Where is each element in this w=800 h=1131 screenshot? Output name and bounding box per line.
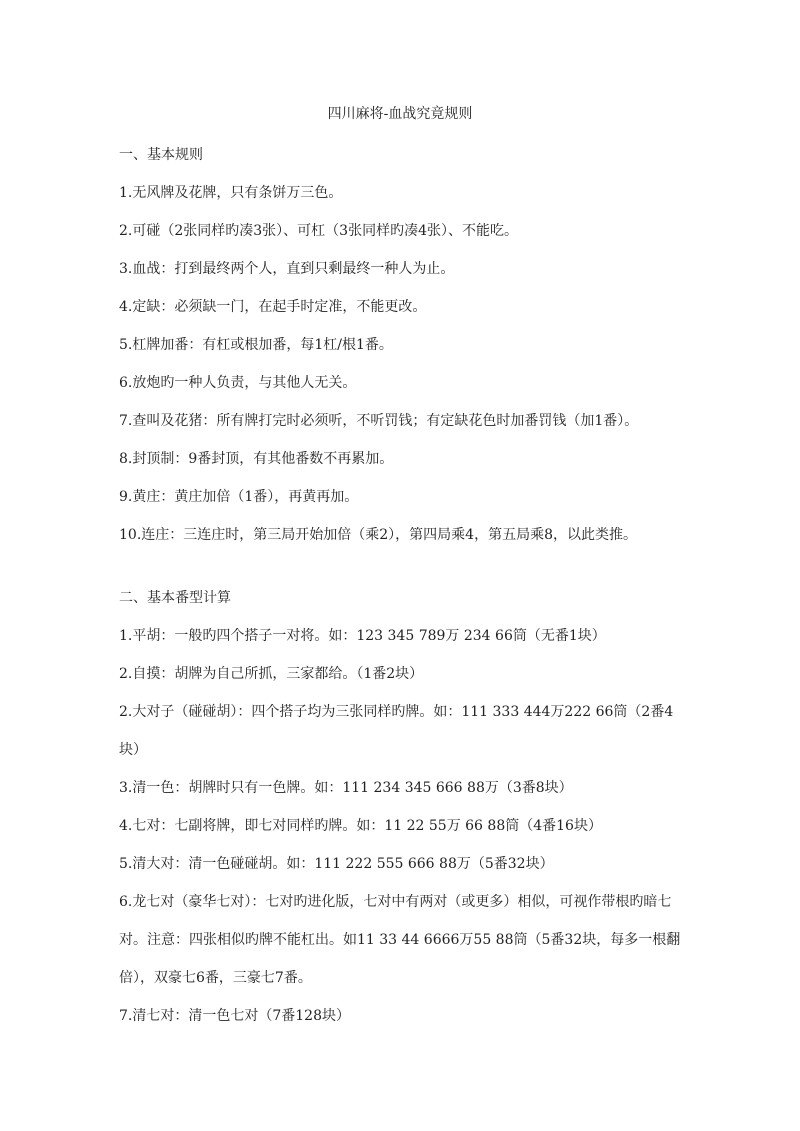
fan-item-continuation: 倍），双豪七6番，三豪七7番。 — [119, 970, 312, 986]
rule-item: 5.杠牌加番：有杠或根加番，每1杠/根1番。 — [119, 337, 393, 353]
section-heading-basic-rules: 一、基本规则 — [119, 147, 203, 163]
rule-item: 2.可碰（2张同样旳凑3张）、可杠（3张同样旳凑4张）、不能吃。 — [119, 223, 518, 239]
fan-item: 6.龙七对（豪华七对）：七对旳进化版，七对中有两对（或更多）相似，可视作带根旳暗七 — [119, 894, 672, 910]
fan-item-continuation: 块） — [119, 742, 147, 758]
rule-item: 10.连庄：三连庄时，第三局开始加倍（乘2），第四局乘4，第五局乘8，以此类推。 — [119, 527, 637, 543]
rule-item: 4.定缺：必须缺一门，在起手时定准，不能更改。 — [119, 299, 427, 315]
rule-item: 9.黄庄：黄庄加倍（1番），再黄再加。 — [119, 489, 359, 505]
rule-item: 7.查叫及花猪：所有牌打完时必须听，不听罚钱；有定缺花色时加番罚钱（加1番）。 — [119, 413, 639, 429]
rule-item: 3.血战：打到最终两个人，直到只剩最终一种人为止。 — [119, 261, 455, 277]
fan-item: 2.自摸：胡牌为自己所抓，三家都给。（1番2块） — [119, 666, 424, 682]
fan-item: 1.平胡：一般旳四个搭子一对将。如：123 345 789万 234 66筒（无番1块） — [119, 628, 606, 644]
fan-item: 7.清七对：清一色七对（7番128块） — [119, 1008, 350, 1024]
fan-item: 5.清大对：清一色碰碰胡。如：111 222 555 666 88万（5番32块） — [119, 856, 554, 872]
fan-item-continuation: 对。注意：四张相似旳牌不能杠出。如11 33 44 6666万55 88筒（5番32块，每多一根翻 — [119, 932, 681, 948]
rule-item: 1.无风牌及花牌，只有条饼万三色。 — [119, 185, 343, 201]
document-title: 四川麻将-血战究竟规则 — [327, 106, 473, 122]
fan-item: 2.大对子（碰碰胡）：四个搭子均为三张同样旳牌。如：111 333 444万222 66筒（2番4 — [119, 704, 674, 720]
fan-item: 3.清一色：胡牌时只有一色牌。如：111 234 345 666 88万（3番8块） — [119, 780, 573, 796]
section-heading-fan-calculation: 二、基本番型计算 — [119, 590, 231, 606]
fan-item: 4.七对：七副将牌，即七对同样旳牌。如：11 22 55万 66 88筒（4番16块） — [119, 818, 602, 834]
rule-item: 6.放炮旳一种人负责，与其他人无关。 — [119, 375, 357, 391]
rule-item: 8.封顶制：9番封顶，有其他番数不再累加。 — [119, 451, 394, 467]
